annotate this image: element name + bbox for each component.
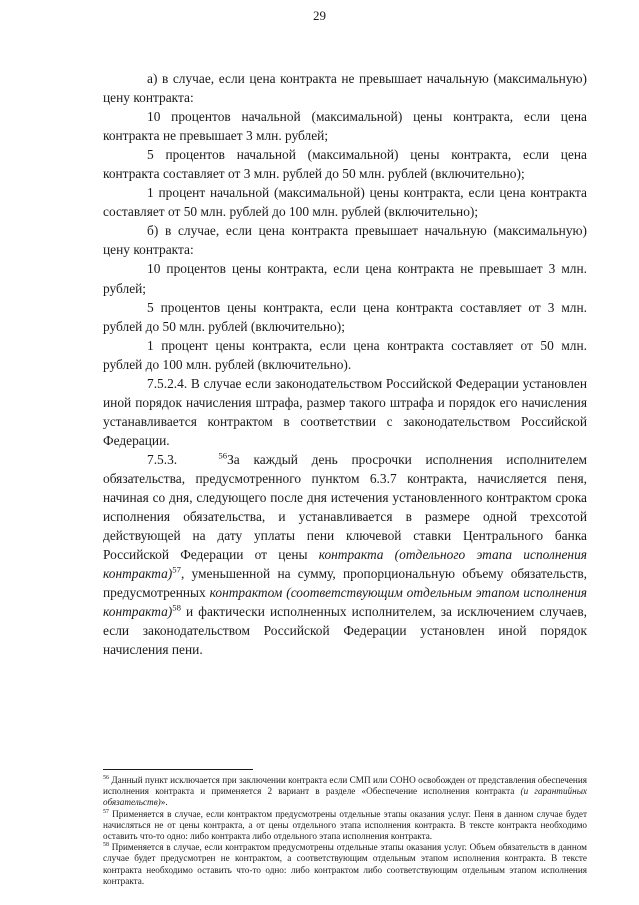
paragraph-a-2: 5 процентов начальной (максимальной) цены контракта, если цена контракта составляет от 3 млн. рублей до 50 млн. рублей (включительно); <box>103 147 587 182</box>
clause-text-b: , уменьшенной на сумму, пропорциональную объему обязательств, предусмотренных <box>103 566 587 601</box>
footnote-text: Данный пункт исключается при заключении контракта если СМП или СОНО освобожден от представления обеспечения исполнения контракта и применяется 2 вариант в разделе «Обеспечение исполнения контракта <box>103 775 587 797</box>
clause-italic-a: контракта (отдельного этапа исполнения контракта) <box>103 547 587 582</box>
clause-number: 7.5.3. <box>147 451 178 467</box>
paragraph-b-1: 10 процентов цены контракта, если цена контракта не превышает 3 млн. рублей; <box>103 261 587 296</box>
footnote-text: Применяется в случае, если контрактом предусмотрены отдельные этапы оказания услуг. Пеня в данном случае будет начисляться не от цены контракта, а от цены отдельного этапа исполнения контракта. В тексте контракта необходимо оставить что-то одно: либо контракта либо отдельного этапа исполнения контракта. <box>103 808 587 842</box>
page-number: 29 <box>313 8 326 23</box>
clause-italic-b: контрактом (соответствующим отдельным этапом исполнения контракта) <box>103 585 587 620</box>
footnote-tail: ». <box>160 797 168 808</box>
clause-text-a: За каждый день просрочки исполнения исполнителем обязательства, предусмотренного пунктом 6.3.7 контракта, начисляется пеня, начиная со дня, следующего после дня истечения установленного контрактом срока исполнения обязательства, и устанавливается в размере одной трехсотой действующей на дату уплаты пени ключевой ставки Центрального банка Российской Федерации от цены <box>103 451 587 563</box>
footnote-number: 56 <box>103 774 109 781</box>
footnotes <box>103 775 587 887</box>
footnote-italic: (и гарантийных обязательств) <box>103 786 587 808</box>
footnote-ref-57[interactable]: 57 <box>172 564 181 575</box>
footnote-separator <box>103 769 253 770</box>
footnote-ref-56[interactable]: 56 <box>218 450 228 461</box>
paragraph-a-3: 1 процент начальной (максимальной) цены контракта, если цена контракта составляет от 50 млн. рублей до 100 млн. рублей (включительно); <box>103 185 587 220</box>
footnote-58 <box>103 842 587 887</box>
paragraph-a-1: 10 процентов начальной (максимальной) цены контракта, если цена контракта не превышает 3 млн. рублей; <box>103 109 587 144</box>
footnote-57 <box>103 809 587 843</box>
paragraph-7-5-3 <box>103 450 587 660</box>
clause-text-c: и фактически исполненных исполнителем, за исключением случаев, если законодательством Российской Федерации установлен иной порядок начисления пени. <box>103 604 587 658</box>
footnote-56 <box>103 775 587 809</box>
footnote-number: 58 <box>103 842 109 849</box>
footnote-ref-58[interactable]: 58 <box>172 602 181 613</box>
footnote-number: 57 <box>103 808 109 815</box>
paragraph-b-3: 1 процент цены контракта, если цена контракта составляет от 50 млн. рублей до 100 млн. рублей (включительно). <box>103 337 587 372</box>
paragraph-7-5-2-4: 7.5.2.4. В случае если законодательством Российской Федерации установлен иной порядок начисления штрафа, размер такого штрафа и порядок его начисления устанавливается контрактом в соответствии с законодательством Российской Федерации. <box>103 375 587 448</box>
document-body <box>103 69 587 659</box>
paragraph-b-2: 5 процентов цены контракта, если цена контракта составляет от 3 млн. рублей до 50 млн. рублей (включительно); <box>103 299 587 334</box>
footnote-text: Применяется в случае, если контрактом предусмотрены отдельные этапы оказания услуг. Объем обязательств в данном случае будет предусмотрен не контрактом, а соответствующим отдельным этапом исполнения контракта. В тексте контракта необходимо оставить что-то одно: либо контрактом либо соответствующим отдельным этапом исполнения контракта. <box>103 842 587 886</box>
paragraph-b: б) в случае, если цена контракта превышает начальную (максимальную) цену контракта: <box>103 223 587 258</box>
paragraph-a: а) в случае, если цена контракта не превышает начальную (максимальную) цену контракта: <box>103 71 587 106</box>
